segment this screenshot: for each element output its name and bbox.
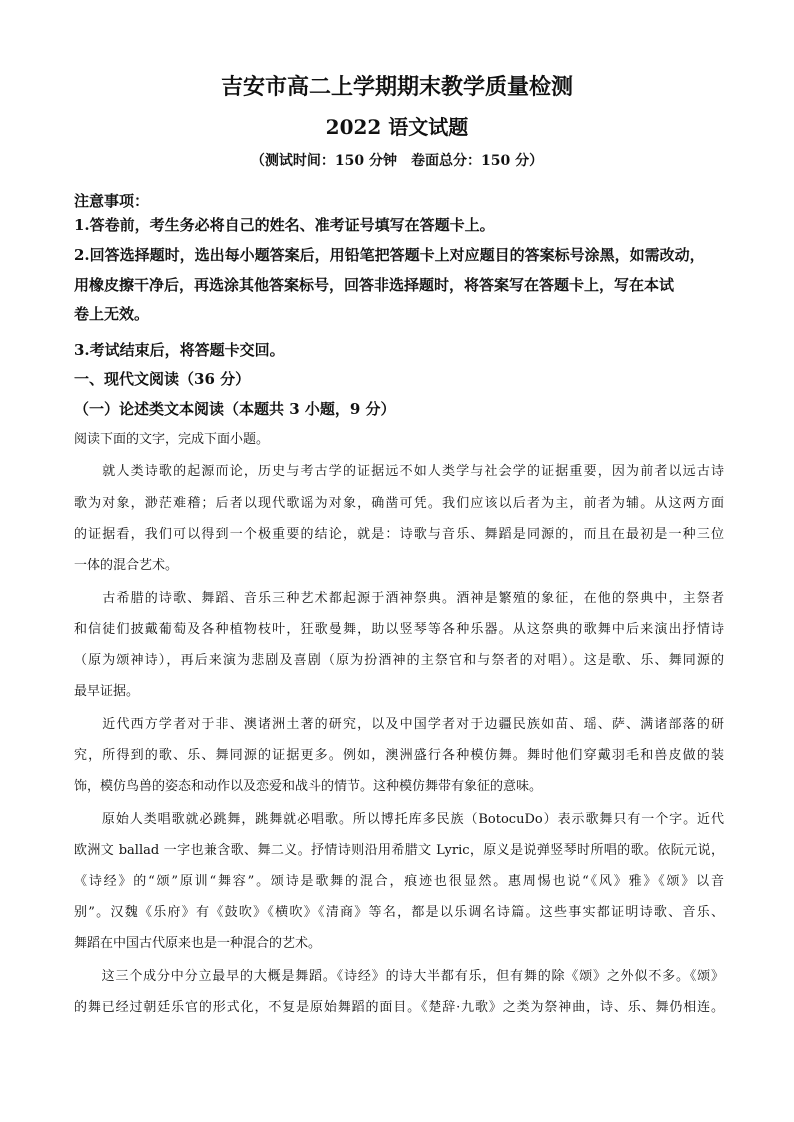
note-item-3: 3.考试结束后，将答题卡交回。 bbox=[74, 341, 285, 359]
note-item-2-line-2: 用橡皮擦干净后，再选涂其他答案标号，回答非选择题时，将答案写在答题卡上，写在本试 bbox=[74, 276, 675, 294]
note-item-2-line-3: 卷上无效。 bbox=[74, 305, 150, 323]
passage-line: 原始人类唱歌就必跳舞，跳舞就必唱歌。所以博托库多民族（BotocuDo）表示歌舞只有一个字。近代 bbox=[74, 812, 724, 827]
section-heading: 一、现代文阅读（36 分） bbox=[74, 370, 251, 388]
passage-line: 古希腊的诗歌、舞蹈、音乐三种艺术都起源于酒神祭典。酒神是繁殖的象征，在他的祭典中，主祭者 bbox=[74, 591, 724, 606]
passage-line: 《诗经》的“颂”原训“舞容”。颂诗是歌舞的混合，痕迹也很显然。惠周惕也说“《风》雅》《颂》以音 bbox=[74, 874, 724, 889]
notes-heading: 注意事项： bbox=[74, 192, 150, 210]
passage-line: 歌为对象，渺茫难稽；后者以现代歌谣为对象，确凿可凭。我们应该以后者为主，前者为辅。从这两方面 bbox=[74, 496, 724, 511]
note-item-2-line-1: 2.回答选择题时，选出每小题答案后，用铅笔把答题卡上对应题目的答案标号涂黑，如需改动， bbox=[74, 246, 705, 264]
sub-section-heading: （一）论述类文本阅读（本题共 3 小题，9 分） bbox=[74, 400, 396, 418]
passage-line: 究，所得到的歌、乐、舞同源的证据更多。例如，澳洲盛行各种模仿舞。舞时他们穿戴羽毛和兽皮做的装 bbox=[74, 748, 724, 763]
passage-line: 最早证据。 bbox=[74, 684, 140, 699]
passage-line: 欧洲文 ballad 一字也兼含歌、舞二义。抒情诗则沿用希腊文 Lyric，原义是说弹竖琴时所唱的歌。依阮元说， bbox=[74, 843, 724, 858]
note-item-1: 1.答卷前，考生务必将自己的姓名、准考证号填写在答题卡上。 bbox=[74, 216, 495, 234]
passage-line: 舞蹈在中国古代原来也是一种混合的艺术。 bbox=[74, 936, 322, 951]
passage-line: （原为颂神诗），再后来演为悲剧及喜剧（原为扮酒神的主祭官和与祭者的对唱）。这是歌、乐、舞同源的 bbox=[74, 653, 724, 668]
passage-line: 饰，模仿鸟兽的姿态和动作以及恋爱和战斗的情节。这种模仿舞带有象征的意味。 bbox=[74, 779, 543, 794]
passage-line: 的舞已经过朝廷乐官的形式化，不复是原始舞蹈的面目。《楚辞·九歌》之类为祭神曲，诗、乐、舞仍相连。 bbox=[74, 1000, 724, 1015]
exam-info: （测试时间：150 分钟 卷面总分：150 分） bbox=[250, 153, 544, 169]
passage-line: 别”。汉魏《乐府》有《鼓吹》《横吹》《清商》等名，都是以乐调名诗篇。这些事实都证明诗歌、音乐、 bbox=[74, 905, 724, 920]
passage-line: 近代西方学者对于非、澳诸洲土著的研究，以及中国学者对于边疆民族如苗、瑶、萨、满诸部落的研 bbox=[74, 717, 724, 732]
passage-line: 的证据看，我们可以得到一个极重要的结论，就是：诗歌与音乐、舞蹈是同源的，而且在最初是一种三位 bbox=[74, 527, 724, 542]
passage-line: 这三个成分中分立最早的大概是舞蹈。《诗经》的诗大半都有乐，但有舞的除《颂》之外似不多。《颂》 bbox=[74, 969, 724, 984]
exam-title: 吉安市高二上学期期末教学质量检测 bbox=[220, 74, 573, 100]
passage-line: 和信徒们披戴葡萄及各种植物枝叶，狂歌曼舞，助以竖琴等各种乐器。从这祭典的歌舞中后来演出抒情诗 bbox=[74, 622, 724, 637]
passage-line: 就人类诗歌的起源而论，历史与考古学的证据远不如人类学与社会学的证据重要，因为前者以远古诗 bbox=[74, 464, 724, 479]
passage-line: 一体的混合艺术。 bbox=[74, 558, 179, 573]
reading-instruction: 阅读下面的文字，完成下面小题。 bbox=[74, 432, 270, 447]
exam-subtitle: 2022 语文试题 bbox=[325, 115, 469, 139]
